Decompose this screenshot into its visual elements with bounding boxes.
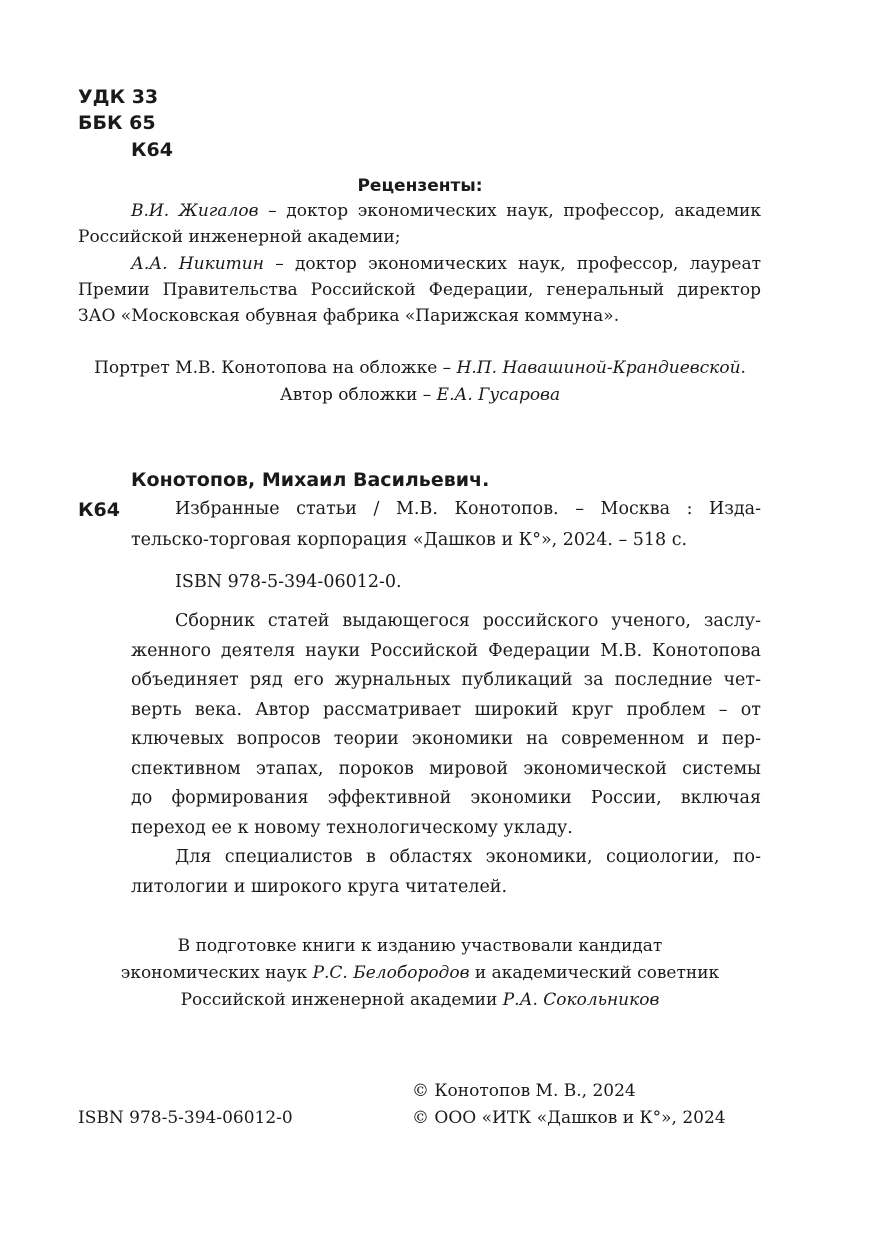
audience-line2: литологии и широкого круга читателей. xyxy=(131,877,508,897)
reviewer1-line2: Российской инженерной академии; xyxy=(78,227,401,247)
reviewer1-name: В.И. Жигалов xyxy=(131,201,259,221)
bibliographic-line2: тельско-торговая корпорация «Дашков и К°», 2024. – 518 с. xyxy=(131,530,688,550)
abstract-line: ключевых вопросов теории экономики на современном и пер- xyxy=(131,729,761,749)
contributors-line2: экономических наук Р.С. Белобородов и академический советник xyxy=(120,963,720,983)
author-heading: Конотопов, Михаил Васильевич. xyxy=(131,469,490,491)
abstract-line: спективном этапах, пороков мировой экономической системы xyxy=(131,759,761,779)
footer-isbn: ISBN 978-5-394-06012-0 xyxy=(78,1108,293,1128)
abstract-line: верть века. Автор рассматривает широкий круг проблем – от xyxy=(131,700,761,720)
contributors-line3: Российской инженерной академии Р.А. Сокольников xyxy=(180,990,660,1010)
abstract-line: женного деятеля науки Российской Федерации М.В. Конотопова xyxy=(131,641,761,661)
abstract-line: переход ее к новому технологическому укладу. xyxy=(131,818,573,838)
portrait-credit: Портрет М.В. Конотопова на обложке – Н.П. Навашиной-Крандиевской. xyxy=(94,358,746,378)
author-mark: К64 xyxy=(131,139,173,161)
copyright-author: © Конотопов М. В., 2024 xyxy=(412,1081,636,1101)
contributors-line1: В подготовке книги к изданию участвовали кандидат xyxy=(177,936,663,956)
bbk-code: ББК 65 xyxy=(78,112,156,134)
reviewer1-line1: В.И. Жигалов – доктор экономических наук, профессор, академик xyxy=(131,201,761,221)
reviewers-heading: Рецензенты: xyxy=(357,176,483,196)
bibliographic-mark: К64 xyxy=(78,499,120,521)
reviewer2-line3: ЗАО «Московская обувная фабрика «Парижская коммуна». xyxy=(78,306,620,326)
abstract-line: Сборник статей выдающегося российского ученого, заслу- xyxy=(175,611,761,631)
cover-credit: Автор обложки – Е.А. Гусарова xyxy=(279,385,561,405)
reviewer2-name: А.А. Никитин xyxy=(131,254,264,274)
audience-line1: Для специалистов в областях экономики, социологии, по- xyxy=(175,847,761,867)
bibliographic-isbn: ISBN 978-5-394-06012-0. xyxy=(175,572,402,592)
abstract-line: объединяет ряд его журнальных публикаций за последние чет- xyxy=(131,670,761,690)
reviewer2-line1: А.А. Никитин – доктор экономических наук, профессор, лауреат xyxy=(131,254,761,274)
bibliographic-line1: Избранные статьи / М.В. Конотопов. – Москва : Изда- xyxy=(175,499,761,519)
udk-code: УДК 33 xyxy=(78,86,159,108)
reviewer2-line2: Премии Правительства Российской Федерации, генеральный директор xyxy=(78,280,761,300)
abstract-line: до формирования эффективной экономики России, включая xyxy=(131,788,761,808)
copyright-publisher: © ООО «ИТК «Дашков и К°», 2024 xyxy=(412,1108,726,1128)
